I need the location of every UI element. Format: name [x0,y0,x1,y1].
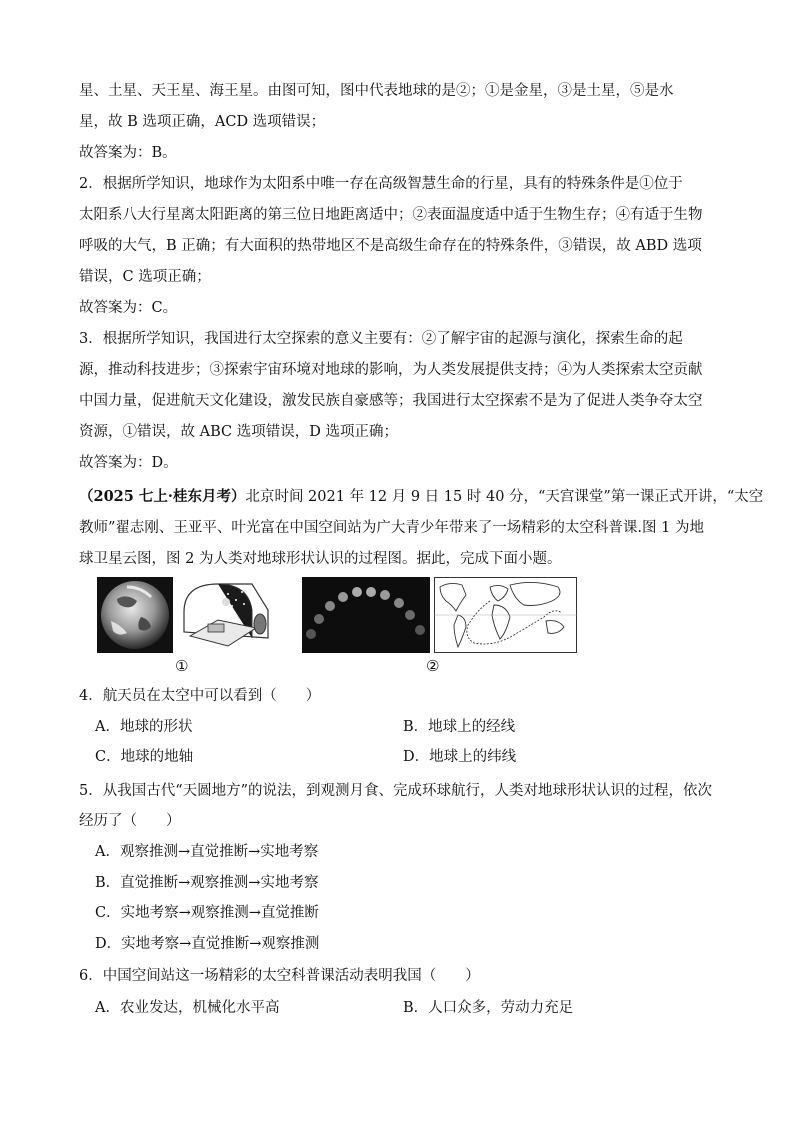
figure-label-2: ② [426,657,440,675]
question-4-option-c[interactable]: C．地球的地轴 [95,749,194,765]
question-6-option-b[interactable]: B．人口众多，劳动力充足 [403,1000,574,1016]
answer-line: 故答案为：B。 [79,145,177,161]
question-5-stem-cont: 经历了（ ） [79,813,181,829]
question-5-option-d[interactable]: D．实地考察→直觉推断→观察推测 [95,936,320,952]
intro-line-2: 教师”翟志刚、王亚平、叶光富在中国空间站为广大青少年带来了一场精彩的太空科普课.图 1 为地 [79,520,704,536]
text-line: 源，推动科技进步；③探索宇宙环境对地球的影响，为人类发展提供支持；④为人类探索太空贡献 [79,362,703,378]
text-line: 资源，①错误，故 ABC 选项错误，D 选项正确； [79,424,398,440]
question-4-option-a[interactable]: A．地球的形状 [95,719,193,735]
question-4-stem: 4．航天员在太空中可以看到（ ） [79,688,321,704]
intro-text: 北京时间 2021 年 12 月 9 日 15 时 40 分，“天宫课堂”第一课正式开讲，“太空 [245,489,764,505]
question-6-stem: 6．中国空间站这一场精彩的太空科普课活动表明我国（ ） [79,968,480,984]
question-5-option-b[interactable]: B．直觉推断→观察推测→实地考察 [95,875,319,891]
question-4-option-d[interactable]: D．地球上的纬线 [403,749,517,765]
intro-line-3: 球卫星云图，图 2 为人类对地球形状认识的过程图。据此，完成下面小题。 [79,551,562,567]
text-line: 中国力量，促进航天文化建设，激发民族自豪感等；我国进行太空探索不是为了促进人类争夺太空 [79,393,703,409]
question-5-stem: 5．从我国古代“天圆地方”的说法，到观测月食、完成环球航行，人类对地球形状认识的过程，依次 [79,783,713,799]
question-4-option-b[interactable]: B．地球上的经线 [403,719,516,735]
intro-line-1 [79,487,763,507]
space-station-illustration [178,580,270,650]
text-line: 星，故 B 选项正确，ACD 选项错误； [79,114,326,130]
figure-label-1: ① [175,657,189,675]
text-line: 3．根据所学知识，我国进行太空探索的意义主要有：②了解宇宙的起源与演化，探索生命的起 [79,331,683,347]
question-5-option-c[interactable]: C．实地考察→观察推测→直觉推断 [95,905,319,921]
question-source: （2025 七上·桂东月考） [79,488,246,505]
circumnavigation-route-map [434,577,577,653]
text-line: 太阳系八大行星离太阳距离的第三位日地距离适中；②表面温度适中适于生物生存；④有适于生物 [79,207,703,223]
earth-satellite-image [97,577,173,653]
question-6-option-a[interactable]: A．农业发达，机械化水平高 [95,1000,280,1016]
text-line: 呼吸的大气，B 正确；有大面积的热带地区不是高级生命存在的特殊条件，③错误，故 ABD 选项 [79,238,702,254]
text-line: 错误，C 选项正确； [79,269,211,285]
text-line: 2．根据所学知识，地球作为太阳系中唯一存在高级智慧生命的行星，具有的特殊条件是①位于 [79,176,683,192]
question-5-option-a[interactable]: A．观察推测→直觉推断→实地考察 [95,844,319,860]
answer-line: 故答案为：C。 [79,300,178,316]
text-line: 星、土星、天王星、海王星。由图可知，图中代表地球的是②；①是金星，③是土星，⑤是水 [79,83,674,99]
answer-line: 故答案为：D。 [79,455,178,471]
lunar-eclipse-sequence-image [302,577,430,653]
